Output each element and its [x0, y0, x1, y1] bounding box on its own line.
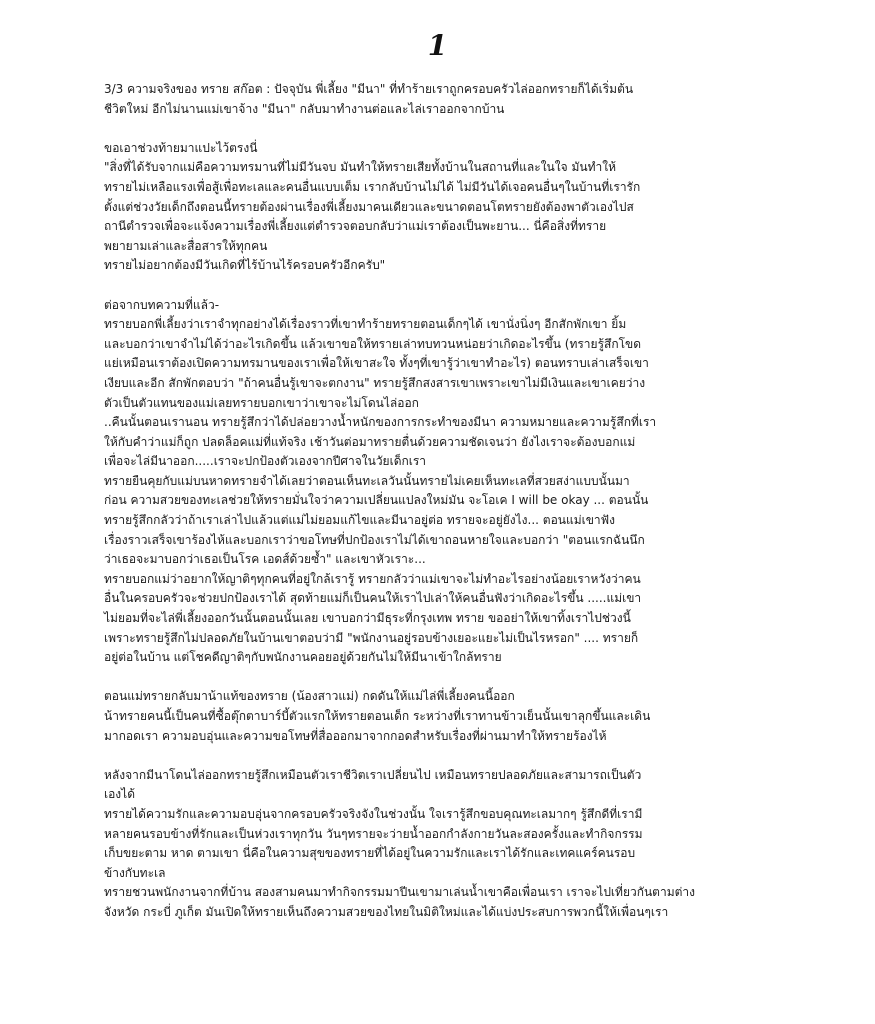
- text-line: เรื่องราวเสร็จเขาร้องไห้และบอกเราว่าขอโทษที่ปกป้องเราไม่ได้เขาถอนหายใจและบอกว่า "ตอนแรกฉันนึก: [104, 532, 645, 547]
- text-line: อื่นในครอบครัวจะช่วยปกป้องเราได้ สุดท้ายแม่ก็เป็นคนให้เราไปเล่าให้คนอื่นฟังว่าเกิดอะไรขึ้น .....แม่เขา: [104, 591, 642, 606]
- text-line: 3/3 ความจริงของ ทราย สก๊อต : ปัจจุบัน พี่เลี้ยง "มีนา" ที่ทำร้ายเราถูกครอบครัวไล่ออกทรายก็ได้เริ่มต้น: [104, 82, 634, 96]
- text-line: จังหวัด กระบี่ ภูเก็ต มันเปิดให้ทรายเห็นถึงความสวยของไทยในมิติใหม่และได้แบ่งประสบการพวกนี้ให้เพื่อนๆเรา: [104, 904, 669, 919]
- text-line: ทรายบอกพี่เลี้ยงว่าเราจำทุกอย่างได้เรื่องราวที่เขาทำร้ายทรายตอนเด็กๆได้ เขานั่งนิ่งๆ อีกสักพักเขา ยิ้ม: [104, 317, 627, 332]
- text-line: และบอกว่าเขาจำไม่ได้ว่าอะไรเกิดขึ้น แล้วเขาขอให้ทรายเล่าทบทวนหน่อยว่าเกิดอะไรขึ้น (ทรายรู้สึกโขด: [104, 336, 642, 351]
- text-line: ตอนแม่ทรายกลับมาน้าแท้ของทราย (น้องสาวแม่) กดดันให้แม่ไล่พี่เลี้ยงคนนี้ออก: [104, 689, 515, 704]
- text-line: ไม่ยอมที่จะไล่พี่เลี้ยงออกวันนั้นตอนนั้นเลย เขาบอกว่ามีธุระที่กรุงเทพ ทราย ขออย่าให้เขาทิ้งเราไปช่วงนี้: [104, 611, 631, 626]
- page-number: 1: [427, 29, 448, 62]
- text-line: ถานีตำรวจเพื่อจะแจ้งความเรื่องพี่เลี้ยงแต่ตำรวจตอบกลับว่าแม่เราต้องเป็นพะยาน... นี่คือสิ่งที่ทราย: [104, 219, 607, 234]
- text-line: หลายคนรอบข้างที่รักและเป็นห่วงเราทุกวัน วันๆทรายจะว่ายน้ำออกกำลังกายวันละสองครั้งและทำกิจกรรม: [104, 826, 643, 841]
- text-line: พยายามเล่าและสื่อสารให้ทุกคน: [104, 238, 268, 253]
- text-line: ข้างกับทะเล: [104, 865, 166, 880]
- text-line: เงียบและอีก สักพักตอบว่า "ถ้าคนอื่นรู้เขาจะตกงาน" ทรายรู้สึกสงสารเขาเพราะเขาไม่มีเงินและเขาเคยว่าง: [104, 375, 646, 390]
- text-line: เก็บขยะตาม หาด ตามเขา นี่คือในความสุขของทรายที่ได้อยู่ในความรักและเราได้รักและเทคแคร์คนรอบ: [104, 846, 636, 861]
- text-line: ชีวิตใหม่ อีกไม่นานแม่เขาจ้าง "มีนา" กลับมาทำงานต่อและไล่เราออกจากบ้าน: [104, 101, 505, 116]
- text-line: ว่าเธอจะมาบอกว่าเธอเป็นโรค เอดส์ด้วยซ้ำ" และเขาหัวเราะ...: [104, 552, 426, 567]
- text-line: ทรายไม่เหลือแรงเพื่อสู้เพื่อทะเลและคนอื่นแบบเต็ม เรากลับบ้านไม่ได้ ไม่มีวันได้เจอคนอื่นๆในบ้านที่เรารัก: [104, 179, 641, 194]
- text-line: เพื่อจะไล่มีนาออก.....เราจะปกป้องตัวเองจากปีศาจในวัยเด็กเรา: [104, 454, 427, 469]
- text-line: ให้กับคำว่าแม่ก็ถูก ปลดล็อคแม่ที่แท้จริง เช้าวันต่อมาทรายตื่นด้วยความชัดเจนว่า ยังไงเราจะต้องบอกแม่: [104, 434, 636, 449]
- text-line: ทรายชวนพนักงานจากที่บ้าน สองสามคนมาทำกิจกรรมมาปีนเขามาเล่นน้ำเขาคือเพื่อนเรา เราจะไปเที่ยวกันตามต่าง: [104, 885, 696, 900]
- text-line: ..คืนนั้นตอนเรานอน ทรายรู้สึกว่าได้ปล่อยวางน้ำหนักของการกระทำของมีนา ความหมายและความรู้สึกที่เรา: [104, 415, 657, 430]
- text-line: น้าทรายคนนี้เป็นคนที่ซื้อตุ๊กตาบาร์บี้ตัวแรกให้ทรายตอนเด็ก ระหว่างที่เราทานข้าวเย็นนั้นเขาลุกขึ้นและเดิน: [104, 709, 651, 723]
- paragraph-gap: [104, 746, 774, 766]
- text-line: ทรายไม่อยากต้องมีวันเกิดที่ไร้บ้านไร้ครอบครัวอีกครับ": [104, 258, 386, 273]
- paragraph-gap: [104, 119, 774, 139]
- text-line: หลังจากมีนาโดนไล่ออกทรายรู้สึกเหมือนตัวเราชีวิตเราเปลี่ยนไป เหมือนทรายปลอดภัยและสามารถเป็นตัว: [104, 767, 642, 782]
- text-line: ทรายรู้สึกกลัวว่าถ้าเราเล่าไปแล้วแต่แม่ไม่ยอมแก้ไขและมีนาอยู่ต่อ ทรายจะอยู่ยังไง... ตอนแม่เขาฟัง: [104, 513, 616, 528]
- text-line: ขอเอาช่วงท้ายมาแปะไว้ตรงนี่: [104, 140, 258, 155]
- body-text: [104, 80, 774, 923]
- text-line: แย่เหมือนเราต้องเปิดความทรมานของเราเพื่อให้เขาสะใจ ทั้งๆที่เขารู้ว่าเขาทำอะไร) ตอนทราบเล่าเสร็จเขา: [104, 356, 649, 371]
- paragraph-gap: [104, 276, 774, 296]
- text-line: มากอดเรา ความอบอุ่นและความขอโทษที่สื่อออกมาจากกอดสำหรับเรื่องที่ผ่านมาทำให้ทรายร้องไห้: [104, 728, 607, 743]
- text-line: อยู่ต่อในบ้าน แต่โชคดีญาติๆกับพนักงานคอยอยู่ด้วยกันไม่ให้มีนาเข้าใกล้ทราย: [104, 650, 502, 665]
- text-line: ทรายบอกแม่ว่าอยากให้ญาติๆทุกคนที่อยู่ใกล้เรารู้ ทรายกลัวว่าแม่เขาจะไม่ทำอะไรอย่างน้อยเราหวังว่าคน: [104, 571, 641, 586]
- text-line: ทรายได้ความรักและความอบอุ่นจากครอบครัวจริงจังในช่วงนั้น ใจเรารู้สึกขอบคุณทะเลมากๆ รู้สึกดีที่เรามี: [104, 806, 643, 821]
- paragraph-gap: [104, 668, 774, 688]
- text-line: เพราะทรายรู้สึกไม่ปลอดภัยในบ้านเขาตอบว่ามี "พนักงานอยู่รอบข้างเยอะแยะไม่เป็นไรหรอก" .... ทรายก็: [104, 630, 639, 645]
- text-line: เองได้: [104, 787, 135, 802]
- text-line: ต่อจากบทความที่แล้ว-: [104, 297, 220, 312]
- text-line: ตั้งแต่ช่วงวัยเด็กถึงตอนนี้ทรายต้องผ่านเรื่องพี่เลี้ยงมาคนเดียวและขนาดตอนโตทรายยังต้องพาตัวเองไปส: [104, 199, 634, 214]
- text-line: "สิ่งที่ได้รับจากแม่คือความทรมานที่ไม่มีวันจบ มันทำให้ทรายเสียทั้งบ้านในสถานที่และในใจ มันทำให้: [104, 160, 616, 175]
- text-line: ทรายยืนคุยกับแม่บนหาดทรายจำได้เลยว่าตอนเห็นทะเลวันนั้นทรายไม่เคยเห็นทะเลที่สวยสง่าแบบนั้นมา: [104, 473, 630, 488]
- text-line: ตัวเป็นตัวแทนของแม่เลยทรายบอกเขาว่าเขาจะไม่โดนไล่ออก: [104, 395, 419, 410]
- text-line: ก่อน ความสวยของทะเลช่วยให้ทรายมั่นใจว่าความเปลี่ยนแปลงใหม่มัน จะโอเค I will be okay ... ตอนนั้น: [104, 493, 649, 508]
